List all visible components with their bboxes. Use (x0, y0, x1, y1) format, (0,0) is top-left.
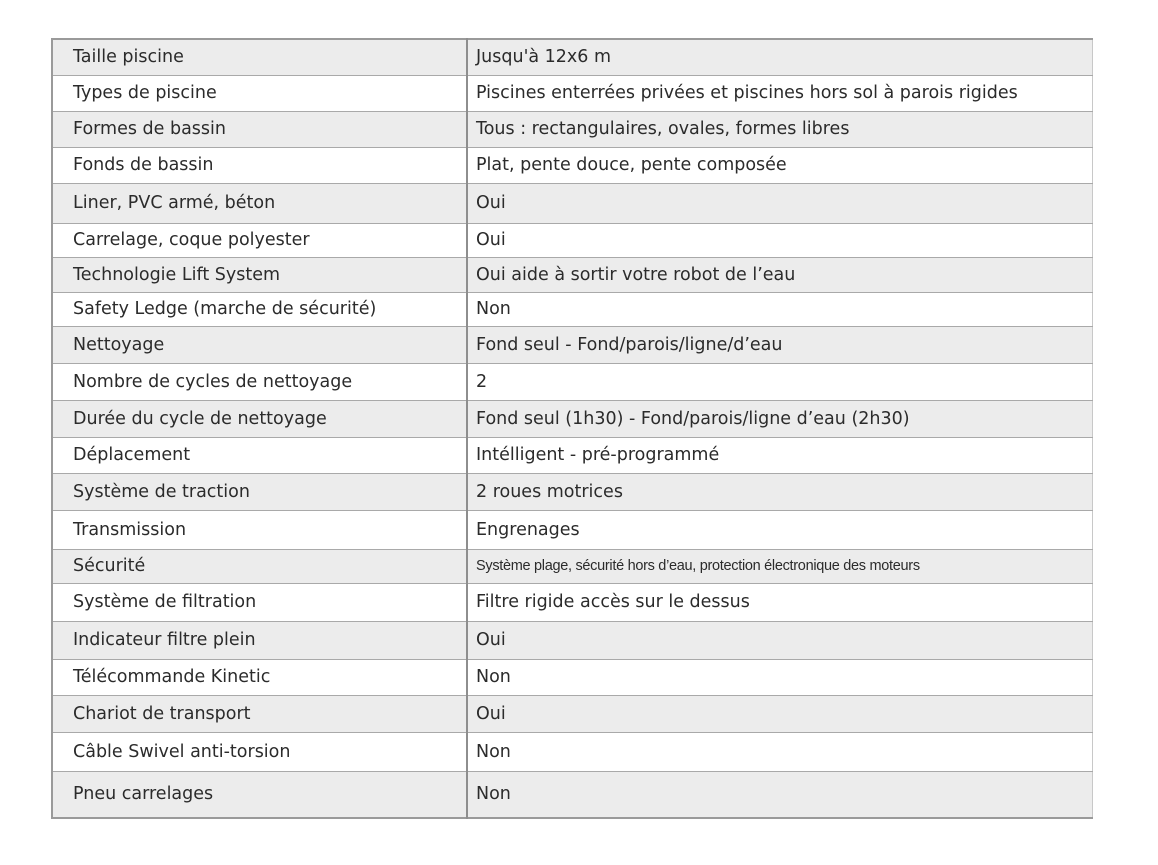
row-value: Oui (467, 183, 1092, 223)
table-row (52, 659, 1092, 695)
table-row (52, 326, 1092, 363)
row-label: Durée du cycle de nettoyage (52, 400, 467, 437)
table-row (52, 257, 1092, 292)
row-value: Engrenages (467, 510, 1092, 549)
row-value: Plat, pente douce, pente composée (467, 147, 1092, 183)
row-value: Non (467, 292, 1092, 326)
row-value: Non (467, 771, 1092, 818)
table-row (52, 583, 1092, 621)
table-row (52, 771, 1092, 818)
table-row (52, 39, 1092, 75)
table-row (52, 183, 1092, 223)
row-value: 2 roues motrices (467, 473, 1092, 510)
row-label: Technologie Lift System (52, 257, 467, 292)
row-value: Oui (467, 621, 1092, 659)
row-label: Liner, PVC armé, béton (52, 183, 467, 223)
table-row (52, 111, 1092, 147)
row-value: Oui aide à sortir votre robot de l’eau (467, 257, 1092, 292)
row-value: Oui (467, 223, 1092, 257)
table-row (52, 363, 1092, 400)
spec-table (51, 38, 1093, 819)
row-label: Nettoyage (52, 326, 467, 363)
row-label: Indicateur filtre plein (52, 621, 467, 659)
table-row (52, 400, 1092, 437)
row-value: Non (467, 732, 1092, 771)
row-label: Fonds de bassin (52, 147, 467, 183)
row-label: Câble Swivel anti-torsion (52, 732, 467, 771)
table-row (52, 473, 1092, 510)
table-row (52, 437, 1092, 473)
row-label: Nombre de cycles de nettoyage (52, 363, 467, 400)
row-label: Système de filtration (52, 583, 467, 621)
table-row (52, 147, 1092, 183)
row-value: Système plage, sécurité hors d’eau, protection électronique des moteurs (467, 549, 1092, 583)
row-value: Fond seul (1h30) - Fond/parois/ligne d’eau (2h30) (467, 400, 1092, 437)
table-row (52, 732, 1092, 771)
row-value: Oui (467, 695, 1092, 732)
table-row (52, 223, 1092, 257)
row-value: Piscines enterrées privées et piscines hors sol à parois rigides (467, 75, 1092, 111)
row-label: Système de traction (52, 473, 467, 510)
table-row (52, 510, 1092, 549)
row-label: Télécommande Kinetic (52, 659, 467, 695)
row-label: Pneu carrelages (52, 771, 467, 818)
row-label: Carrelage, coque polyester (52, 223, 467, 257)
row-label: Sécurité (52, 549, 467, 583)
row-value: Non (467, 659, 1092, 695)
row-label: Formes de bassin (52, 111, 467, 147)
row-label: Transmission (52, 510, 467, 549)
table-row (52, 549, 1092, 583)
row-label: Types de piscine (52, 75, 467, 111)
row-value: 2 (467, 363, 1092, 400)
row-label: Taille piscine (52, 39, 467, 75)
table-row (52, 695, 1092, 732)
row-value: Fond seul - Fond/parois/ligne/d’eau (467, 326, 1092, 363)
row-label: Chariot de transport (52, 695, 467, 732)
row-label: Safety Ledge (marche de sécurité) (52, 292, 467, 326)
row-label: Déplacement (52, 437, 467, 473)
row-value: Jusqu'à 12x6 m (467, 39, 1092, 75)
table-row (52, 75, 1092, 111)
table-row (52, 292, 1092, 326)
row-value: Tous : rectangulaires, ovales, formes libres (467, 111, 1092, 147)
row-value: Filtre rigide accès sur le dessus (467, 583, 1092, 621)
table-row (52, 621, 1092, 659)
row-value: Intélligent - pré-programmé (467, 437, 1092, 473)
